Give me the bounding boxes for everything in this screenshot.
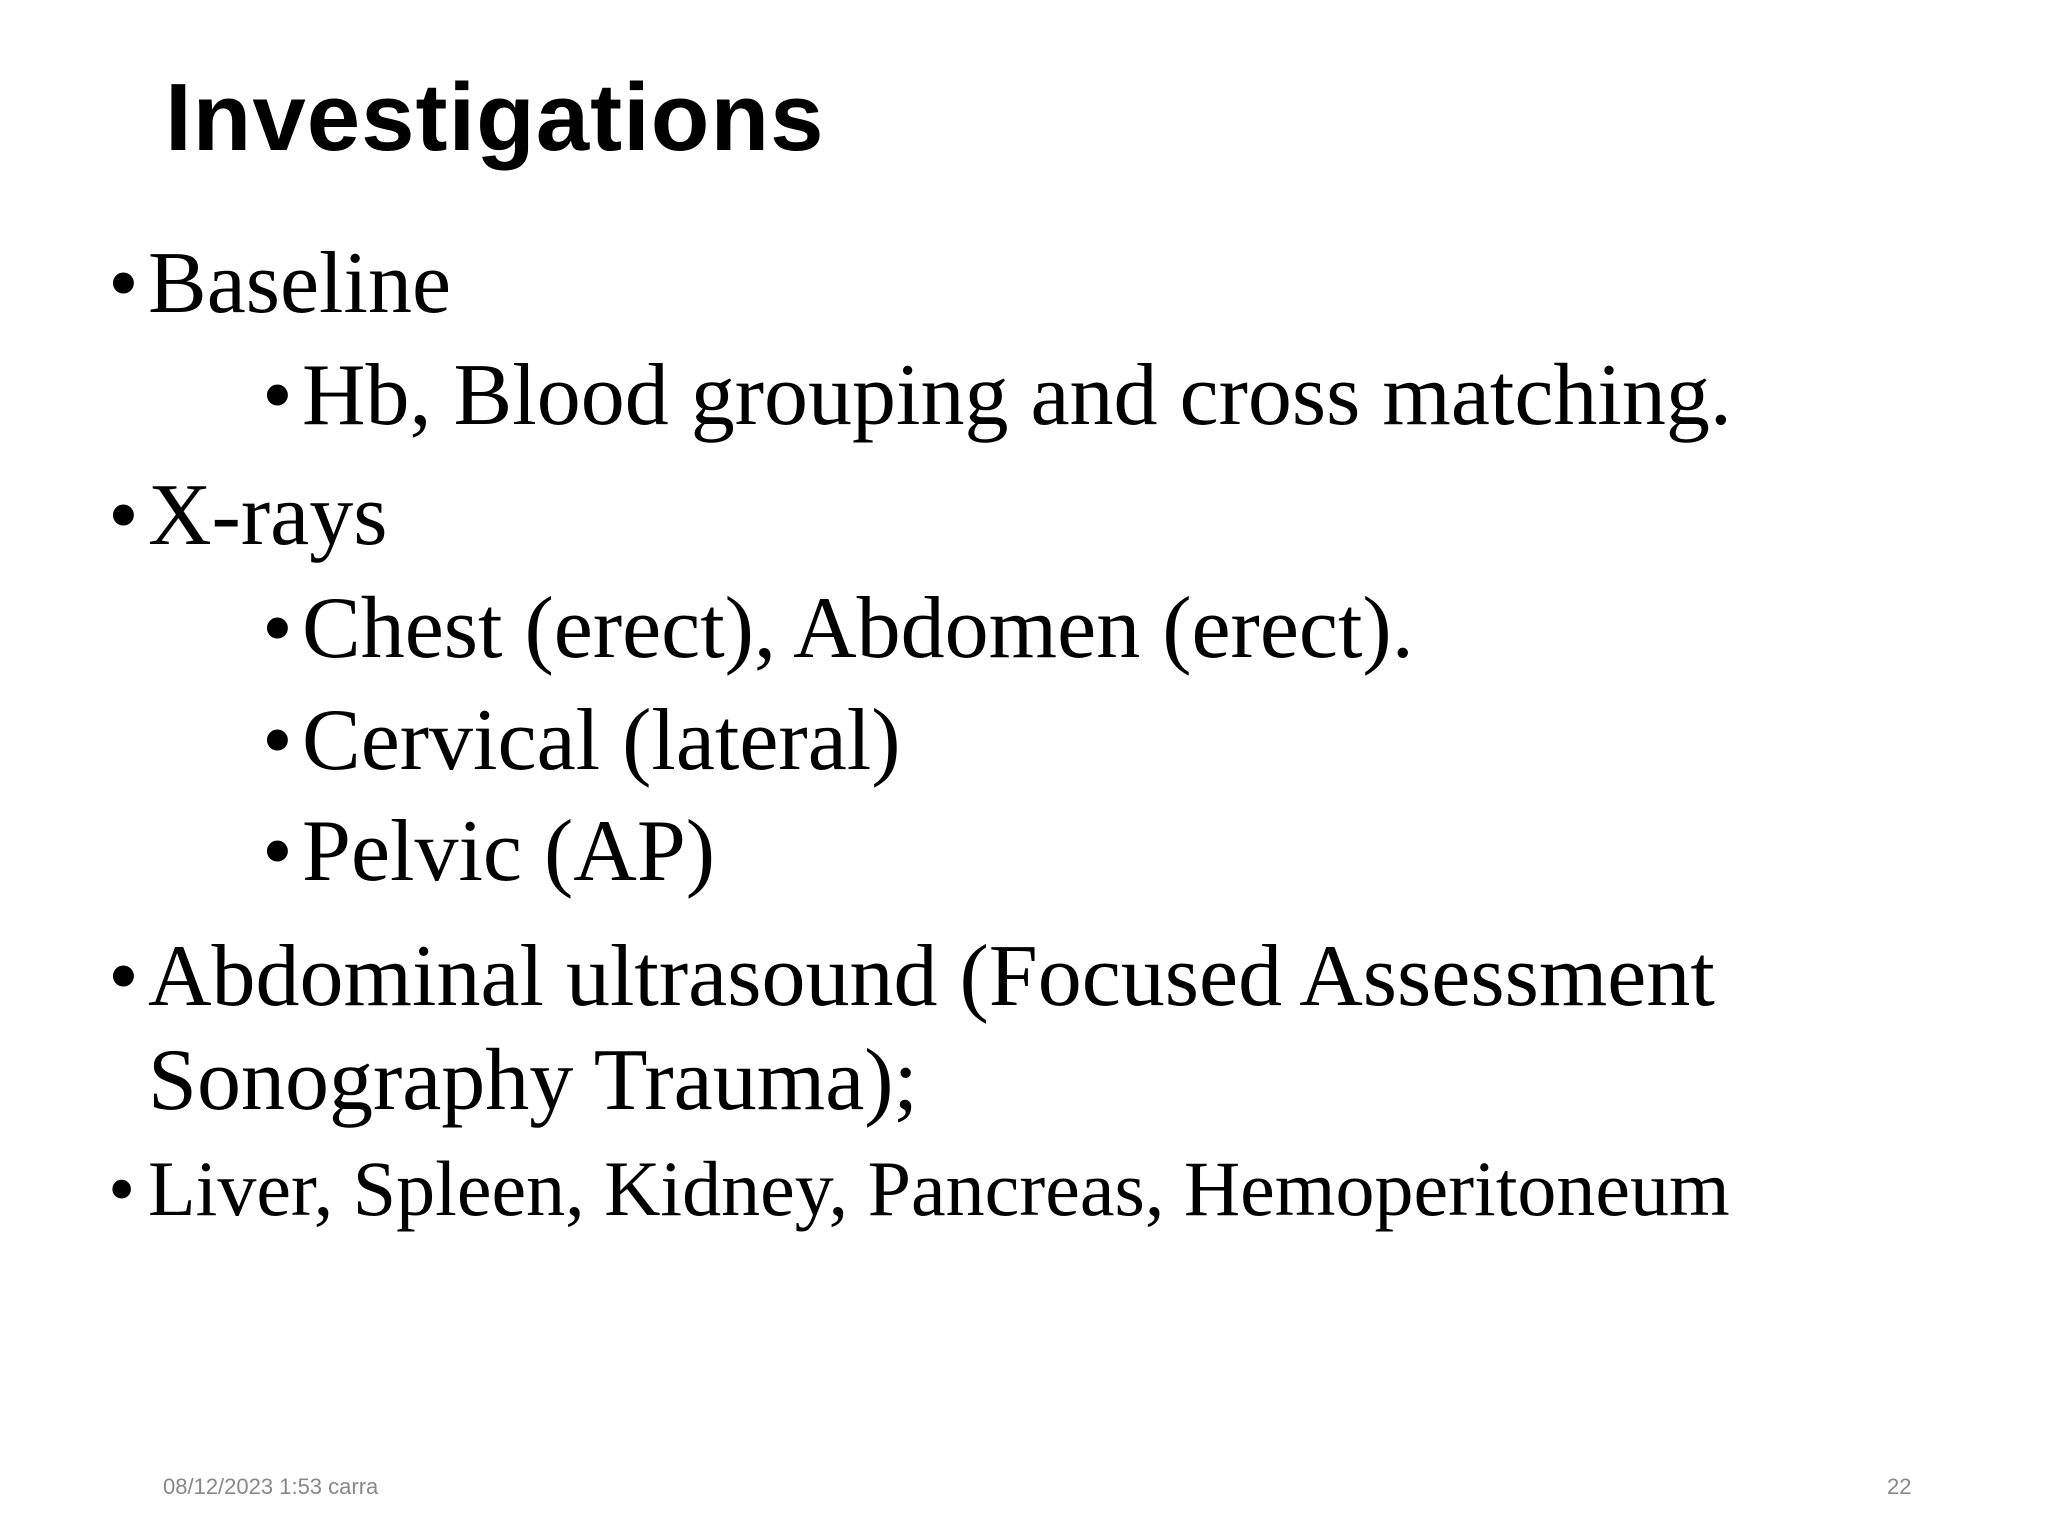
bullet-icon: •	[108, 928, 139, 1025]
bullet-icon: •	[262, 803, 293, 900]
bullet-item-organs	[108, 1145, 1730, 1232]
bullet-text: X-rays	[148, 467, 388, 564]
bullet-icon: •	[262, 347, 293, 444]
bullet-icon: •	[108, 1145, 136, 1232]
bullet-text: Pelvic (AP)	[302, 803, 716, 900]
slide-number: 22	[1887, 1474, 1912, 1499]
bullet-item-xrays	[108, 467, 388, 564]
bullet-text: Cervical (lateral)	[302, 692, 901, 789]
bullet-item-baseline	[108, 235, 452, 332]
bullet-text: Abdominal ultrasound (Focused Assessment Sonography Trauma);	[148, 928, 1715, 1129]
bullet-text: Liver, Spleen, Kidney, Pancreas, Hemoperitoneum	[148, 1145, 1730, 1232]
bullet-item-pelvic	[262, 803, 716, 900]
bullet-icon: •	[262, 580, 293, 677]
bullet-text: Chest (erect), Abdomen (erect).	[302, 580, 1414, 677]
bullet-item-cervical	[262, 692, 901, 789]
bullet-item-ultrasound	[108, 925, 1868, 1133]
bullet-text: Hb, Blood grouping and cross matching.	[302, 347, 1732, 444]
bullet-icon: •	[262, 692, 293, 789]
bullet-item-blood-tests	[262, 347, 1732, 444]
bullet-icon: •	[108, 467, 139, 564]
bullet-item-chest-abdomen	[262, 580, 1414, 677]
bullet-icon: •	[108, 235, 139, 332]
bullet-text: Baseline	[148, 235, 452, 332]
slide-title: Investigations	[165, 64, 825, 171]
footer-date: 08/12/2023 1:53 carra	[163, 1474, 379, 1499]
